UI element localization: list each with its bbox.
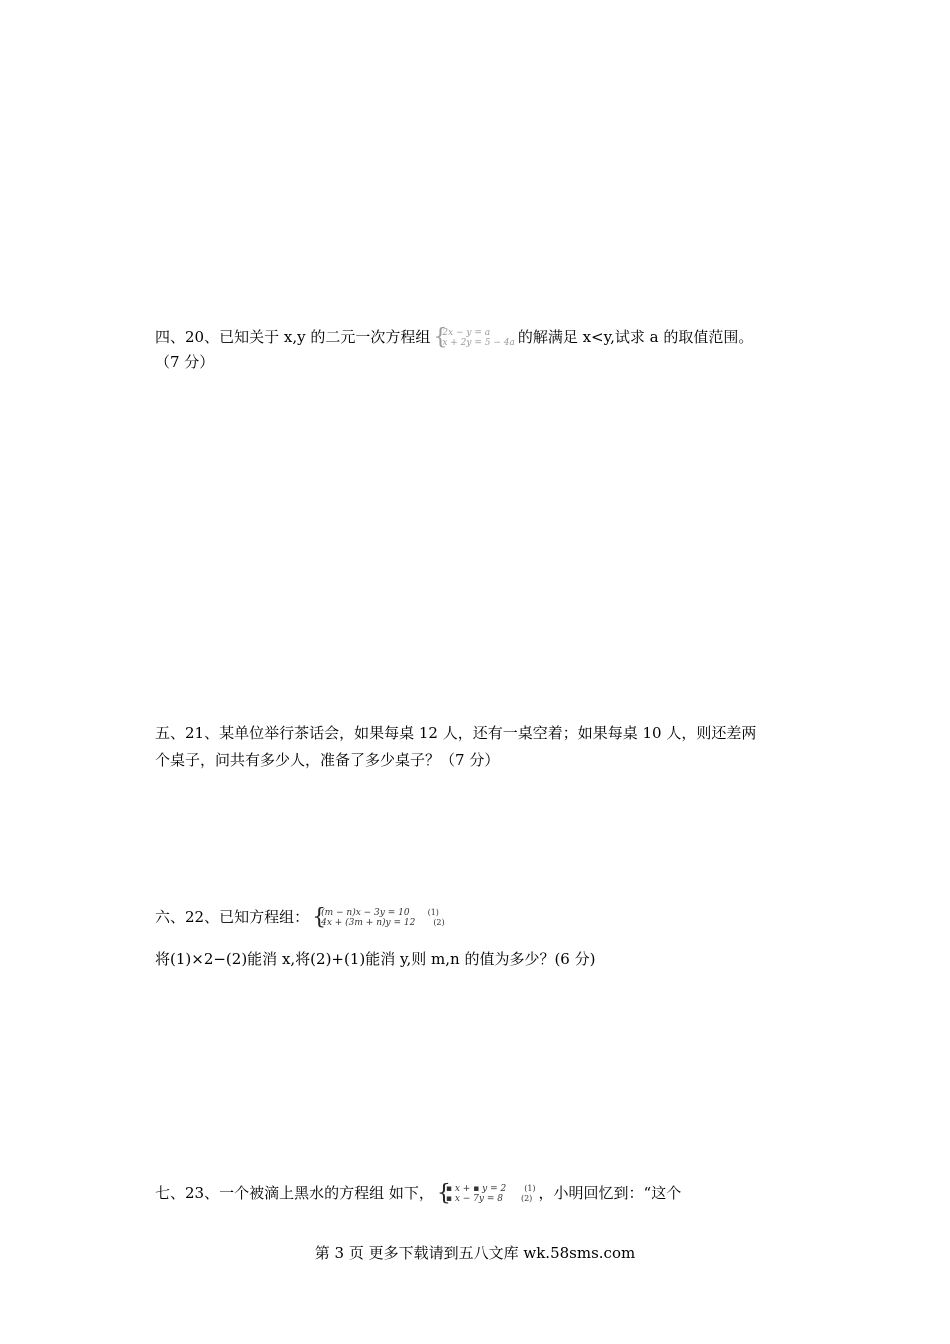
question-21-line-1: 五、21、某单位举行茶话会，如果每桌 12 人，还有一桌空着；如果每桌 10 人，则还差两 xyxy=(155,724,757,742)
equation-row-2: ▪ x − 7y = 8 xyxy=(445,1194,503,1204)
brace-icon: { xyxy=(436,1181,451,1206)
equation-tag-1: (1) xyxy=(524,1184,536,1193)
equation-row-1: ▪ x + ▪ y = 2 xyxy=(445,1184,507,1194)
question-22-line-1 xyxy=(155,906,448,928)
question-22-prefix: 六、22、已知方程组： xyxy=(155,908,310,926)
question-20-suffix: 的解满足 x<y,试求 a 的取值范围。 xyxy=(517,328,754,346)
question-22-line-2: 将(1)×2−(2)能消 x,将(2)+(1)能消 y,则 m,n 的值为多少？(6 分) xyxy=(155,950,596,968)
equation-tag-2: (2) xyxy=(520,1194,533,1203)
question-23-prefix: 七、23、一个被滴上黑水的方程组 如下， xyxy=(155,1184,434,1202)
equation-tag-1: (1) xyxy=(427,908,439,917)
question-20-equation-system xyxy=(433,325,515,350)
question-23-equation-system xyxy=(436,1181,536,1206)
equation-row-1: 2x − y = a xyxy=(442,328,491,338)
question-20-line-1 xyxy=(155,326,753,348)
equation-tag-2: (2) xyxy=(433,918,445,927)
question-23-suffix: ，小明回忆到：“这个 xyxy=(538,1184,682,1202)
page-footer: 第 3 页 更多下载请到五八文库 wk.58sms.com xyxy=(314,1244,636,1262)
question-23-line-1 xyxy=(155,1182,681,1204)
question-21-line-2: 个桌子，问共有多少人，准备了多少桌子？（7 分） xyxy=(155,751,500,769)
brace-icon: { xyxy=(312,905,327,930)
question-20-points: （7 分） xyxy=(155,353,215,371)
question-22-equation-system xyxy=(312,905,445,930)
equation-row-2: x + 2y = 5 − 4a xyxy=(442,338,515,348)
brace-icon: { xyxy=(433,325,448,350)
equation-row-2: 4x + (3m + n)y = 12 xyxy=(321,918,416,928)
question-20-prefix: 四、20、已知关于 x,y 的二元一次方程组 xyxy=(155,328,431,346)
equation-row-1: (m − n)x − 3y = 10 xyxy=(321,908,410,918)
